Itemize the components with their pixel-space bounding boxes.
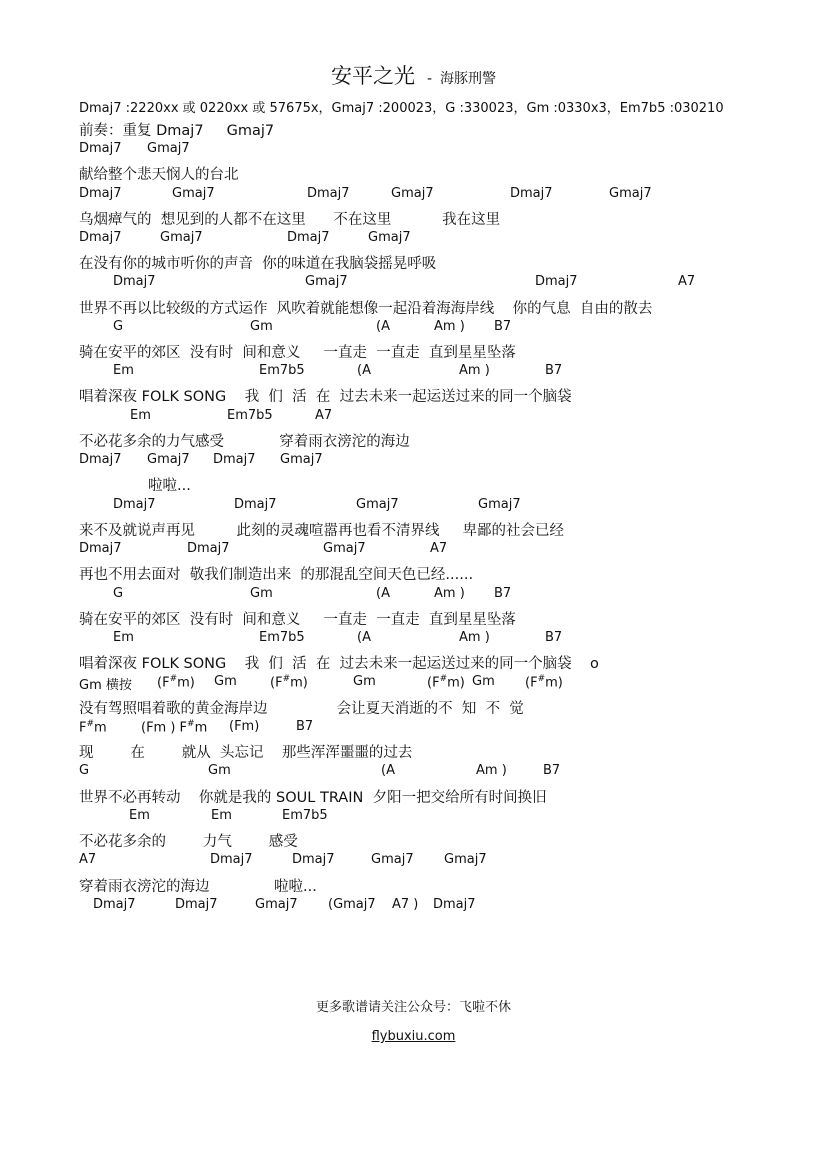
chord-label: Gmaj7	[609, 186, 652, 201]
lyric-text: 世界不再以比较级的方式运作 风吹着就能想像一起沿着海海岸线 你的气息 自由的散去	[79, 301, 653, 317]
chord-label: (F#m)	[157, 674, 195, 691]
chord-line	[0, 408, 827, 430]
chord-label: Dmaj7	[287, 230, 330, 245]
chord-label: Gmaj7	[356, 497, 399, 512]
chord-line	[0, 897, 827, 919]
lyric-line	[0, 297, 827, 319]
chord-label: Gmaj7	[147, 141, 190, 156]
chord-line	[0, 586, 827, 608]
chord-label: (F#m)	[525, 674, 563, 691]
chord-label: Am )	[434, 319, 465, 334]
chord-line	[0, 97, 827, 119]
chord-label: (A	[357, 630, 371, 645]
lyric-line	[0, 786, 827, 808]
chord-label: Dmaj7	[210, 852, 253, 867]
chord-label: Gmaj7	[444, 852, 487, 867]
lyric-line	[0, 519, 827, 541]
chord-label: Gmaj7	[371, 852, 414, 867]
chord-line	[0, 452, 827, 474]
lyric-text: 献给整个悲天悯人的台北	[79, 167, 239, 183]
chord-line	[0, 497, 827, 519]
lyric-text: 乌烟瘴气的 想见到的人都不在这里 不在这里 我在这里	[79, 212, 501, 228]
chord-label: Am )	[459, 363, 490, 378]
lyric-line	[0, 430, 827, 452]
chord-line	[0, 630, 827, 652]
chord-line	[0, 319, 827, 341]
chord-label: Dmaj7	[292, 852, 335, 867]
chord-label: Gmaj7	[255, 897, 298, 912]
chord-line	[0, 541, 827, 563]
lyric-text: 世界不必再转动 你就是我的 SOUL TRAIN 夕阳一把交给所有时间换旧	[79, 790, 547, 806]
chord-label: Dmaj7	[307, 186, 350, 201]
chord-label: Dmaj7	[187, 541, 230, 556]
chord-label: Gmaj7	[368, 230, 411, 245]
lyric-text: 唱着深夜 FOLK SONG 我 们 活 在 过去未来一起运送过来的同一个脑袋 o	[79, 656, 599, 672]
chord-label: Dmaj7	[79, 186, 122, 201]
lyric-text: 没有驾照唱着歌的黄金海岸边 会让夏天消逝的不 知 不 觉	[79, 701, 524, 717]
chord-label: Dmaj7	[433, 897, 476, 912]
chord-label: Em7b5	[282, 808, 328, 823]
chord-label: (A	[381, 763, 395, 778]
chord-label: Dmaj7	[175, 897, 218, 912]
chord-label: (F#m)	[427, 674, 465, 691]
chord-label: Em7b5	[259, 363, 305, 378]
lyric-line	[0, 341, 827, 363]
chord-label: Dmaj7	[113, 497, 156, 512]
chord-label: Dmaj7	[79, 541, 122, 556]
chord-label: Dmaj7	[79, 230, 122, 245]
chord-line	[0, 852, 827, 874]
title-separator: -	[426, 71, 433, 87]
chord-label: B7	[545, 363, 563, 378]
lyric-line	[0, 830, 827, 852]
chord-label: A7	[678, 274, 696, 289]
chord-label: Dmaj7	[79, 141, 122, 156]
chord-label: (Fm ) F#m	[141, 719, 208, 736]
chord-label: Gm	[250, 586, 273, 601]
chord-label: Dmaj7 :2220xx 或 0220xx 或 57675x，Gmaj7 :200023，G :330023，Gm :0330x3，Em7b5 :030210	[79, 101, 724, 116]
chord-label: A7	[315, 408, 333, 423]
lyric-text: 啦啦...	[148, 478, 191, 494]
song-title: 安平之光	[330, 64, 415, 88]
chord-label: Am )	[459, 630, 490, 645]
chord-label: Dmaj7	[535, 274, 578, 289]
chord-label: (A	[357, 363, 371, 378]
lyric-line	[0, 252, 827, 274]
lyric-text: 穿着雨衣滂沱的海边 啦啦...	[79, 879, 317, 895]
chord-line	[0, 274, 827, 296]
chord-label: Gmaj7	[172, 186, 215, 201]
chord-line	[0, 230, 827, 252]
chord-label: B7	[494, 586, 512, 601]
chord-label: Gmaj7	[147, 452, 190, 467]
chord-label: Gm	[472, 674, 495, 689]
chord-label: B7	[543, 763, 561, 778]
chord-label: (Fm)	[229, 719, 260, 734]
chord-label: Gmaj7	[478, 497, 521, 512]
chord-label: Gm 横按	[79, 678, 132, 693]
chord-label: Em	[113, 363, 134, 378]
chord-label: Em7b5	[259, 630, 305, 645]
chord-label: Gmaj7	[280, 452, 323, 467]
chord-label: (A	[376, 319, 390, 334]
lyric-text: 骑在安平的郊区 没有时 间和意义 一直走 一直走 直到星星坠落	[79, 345, 516, 361]
chord-label: A7 )	[392, 897, 419, 912]
chord-label: Gm	[214, 674, 237, 689]
lyric-line	[0, 385, 827, 407]
chord-label: Gmaj7	[305, 274, 348, 289]
lyric-line	[0, 563, 827, 585]
lyric-line	[0, 741, 827, 763]
chord-label: Dmaj7	[510, 186, 553, 201]
chord-line	[0, 141, 827, 163]
lyric-line	[0, 474, 827, 496]
lyric-text: 现 在 就从 头忘记 那些浑浑噩噩的过去	[79, 745, 413, 761]
lyric-text: 骑在安平的郊区 没有时 间和意义 一直走 一直走 直到星星坠落	[79, 612, 516, 628]
chord-label: Dmaj7	[213, 452, 256, 467]
chord-label: Gm	[353, 674, 376, 689]
lyric-text: 在没有你的城市听你的声音 你的味道在我脑袋摇晃呼吸	[79, 256, 437, 272]
chord-label: A7	[79, 852, 97, 867]
chord-label: Gmaj7	[391, 186, 434, 201]
chord-label: Dmaj7	[234, 497, 277, 512]
chord-label: B7	[296, 719, 314, 734]
chord-label: G	[113, 319, 124, 334]
chord-label: Am )	[434, 586, 465, 601]
chord-label: Gmaj7	[160, 230, 203, 245]
song-title-row	[0, 60, 827, 90]
chord-label: Em	[113, 630, 134, 645]
chord-label: Dmaj7	[113, 274, 156, 289]
chord-line	[0, 674, 827, 696]
chord-label: G	[113, 586, 124, 601]
chord-label: G	[79, 763, 90, 778]
chord-label: Em	[130, 408, 151, 423]
chord-label: B7	[545, 630, 563, 645]
lyric-line	[0, 208, 827, 230]
chord-label: (A	[376, 586, 390, 601]
lyric-line	[0, 608, 827, 630]
lyric-text: 再也不用去面对 敬我们制造出来 的那混乱空间天色已经......	[79, 567, 474, 583]
chord-label: Dmaj7	[79, 452, 122, 467]
chord-line	[0, 763, 827, 785]
lyric-line	[0, 119, 827, 141]
chord-line	[0, 808, 827, 830]
lyric-text: 不必花多余的 力气 感受	[79, 834, 298, 850]
chord-label: Dmaj7	[93, 897, 136, 912]
lyric-text: 唱着深夜 FOLK SONG 我 们 活 在 过去未来一起运送过来的同一个脑袋	[79, 389, 572, 405]
lyric-line	[0, 163, 827, 185]
lyric-line	[0, 875, 827, 897]
chord-label: Em	[129, 808, 150, 823]
chord-label: Em	[211, 808, 232, 823]
chord-label: A7	[430, 541, 448, 556]
lyric-text: 不必花多余的力气感受 穿着雨衣滂沱的海边	[79, 434, 410, 450]
lyric-line	[0, 652, 827, 674]
chord-label: F#m	[79, 719, 107, 736]
artist-name: 海豚刑警	[440, 71, 497, 87]
chord-label: (F#m)	[270, 674, 308, 691]
chord-label: Gmaj7	[323, 541, 366, 556]
chord-label: Gm	[208, 763, 231, 778]
chord-line	[0, 719, 827, 741]
footer-link[interactable]: flybuxiu.com	[371, 1029, 456, 1044]
chord-label: (Gmaj7	[328, 897, 376, 912]
lyric-text: 前奏：重复 Dmaj7 Gmaj7	[79, 123, 275, 139]
chord-label: Em7b5	[227, 408, 273, 423]
chord-label: B7	[494, 319, 512, 334]
lyric-line	[0, 697, 827, 719]
chord-label: Gm	[250, 319, 273, 334]
chord-line	[0, 363, 827, 385]
chord-label: Am )	[476, 763, 507, 778]
footer-note: 更多歌谱请关注公众号：飞啦不休	[315, 1000, 511, 1015]
chord-line	[0, 186, 827, 208]
lyric-text: 来不及就说声再见 此刻的灵魂喧嚣再也看不清界线 卑鄙的社会已经	[79, 523, 565, 539]
